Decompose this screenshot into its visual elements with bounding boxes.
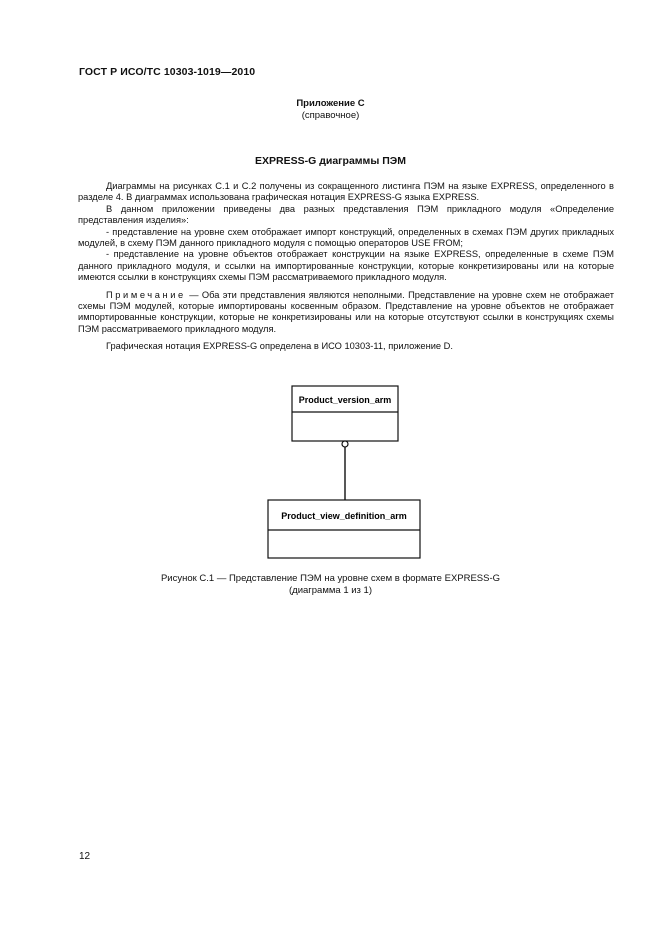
note-text: — Оба эти представления являются неполными. Представление на уровне схем не отображает схемы ПЭМ модулей, которые импортированы косвенным образом. Представление на уровне объектов не отображает импортированные конструкции, которые не конкретизированы или на которые отсутствуют ссылки в конструкциях схемы ПЭМ рассматриваемого прикладного модуля. [78,289,614,334]
page-number: 12 [79,851,91,862]
note-paragraph [78,290,614,336]
link-end-circle [342,441,348,447]
figure-caption-title: Рисунок С.1 — Представление ПЭМ на уровне схем в формате EXPRESS-G [160,573,501,584]
appendix-heading [0,98,661,122]
schema-link [342,441,348,500]
appendix-subtitle: (справочное) [301,110,360,121]
paragraph-2: В данном приложении приведены два разных представления ПЭМ прикладного модуля «Определение представления изделия»: [78,203,614,226]
appendix-title: Приложение С [296,98,365,109]
paragraph-4: - представление на уровне объектов отображает конструкции на языке EXPRESS, определенные в схеме ПЭМ данного прикладного модуля, и ссылки на импортированные конструкции, которые конкретизированы или на которые имеются ссылки в конструкциях схемы ПЭМ рассматриваемого прикладного модуля. [78,249,614,283]
paragraph-3: - представление на уровне схем отображает импорт конструкций, определенных в схемах ПЭМ других прикладных модулей, в схему ПЭМ данного прикладного модуля с помощью операторов USE FROM; [78,226,614,249]
standard-header: ГОСТ Р ИСО/ТС 10303-1019—2010 [79,66,256,78]
paragraph-5: Графическая нотация EXPRESS-G определена в ИСО 10303-11, приложение D. [106,341,453,352]
paragraph-1: Диаграммы на рисунках С.1 и С.2 получены из сокращенного листинга ПЭМ на языке EXPRESS, определенного в разделе 4. В диаграммах использована графическая нотация EXPRESS-G языка EXPRESS. [78,181,614,203]
figure-caption [0,573,661,597]
body-text [78,181,614,353]
figure-caption-subtitle: (диаграмма 1 из 1) [289,585,372,596]
schema-box-product-view-definition [268,500,420,558]
schema-box-product-version [292,386,398,441]
schema-label-product-view-definition: Product_view_definition_arm [281,511,407,521]
note-label: Примечание [106,289,186,300]
schema-label-product-version: Product_version_arm [298,395,392,405]
section-title: EXPRESS-G диаграммы ПЭМ [255,155,406,167]
